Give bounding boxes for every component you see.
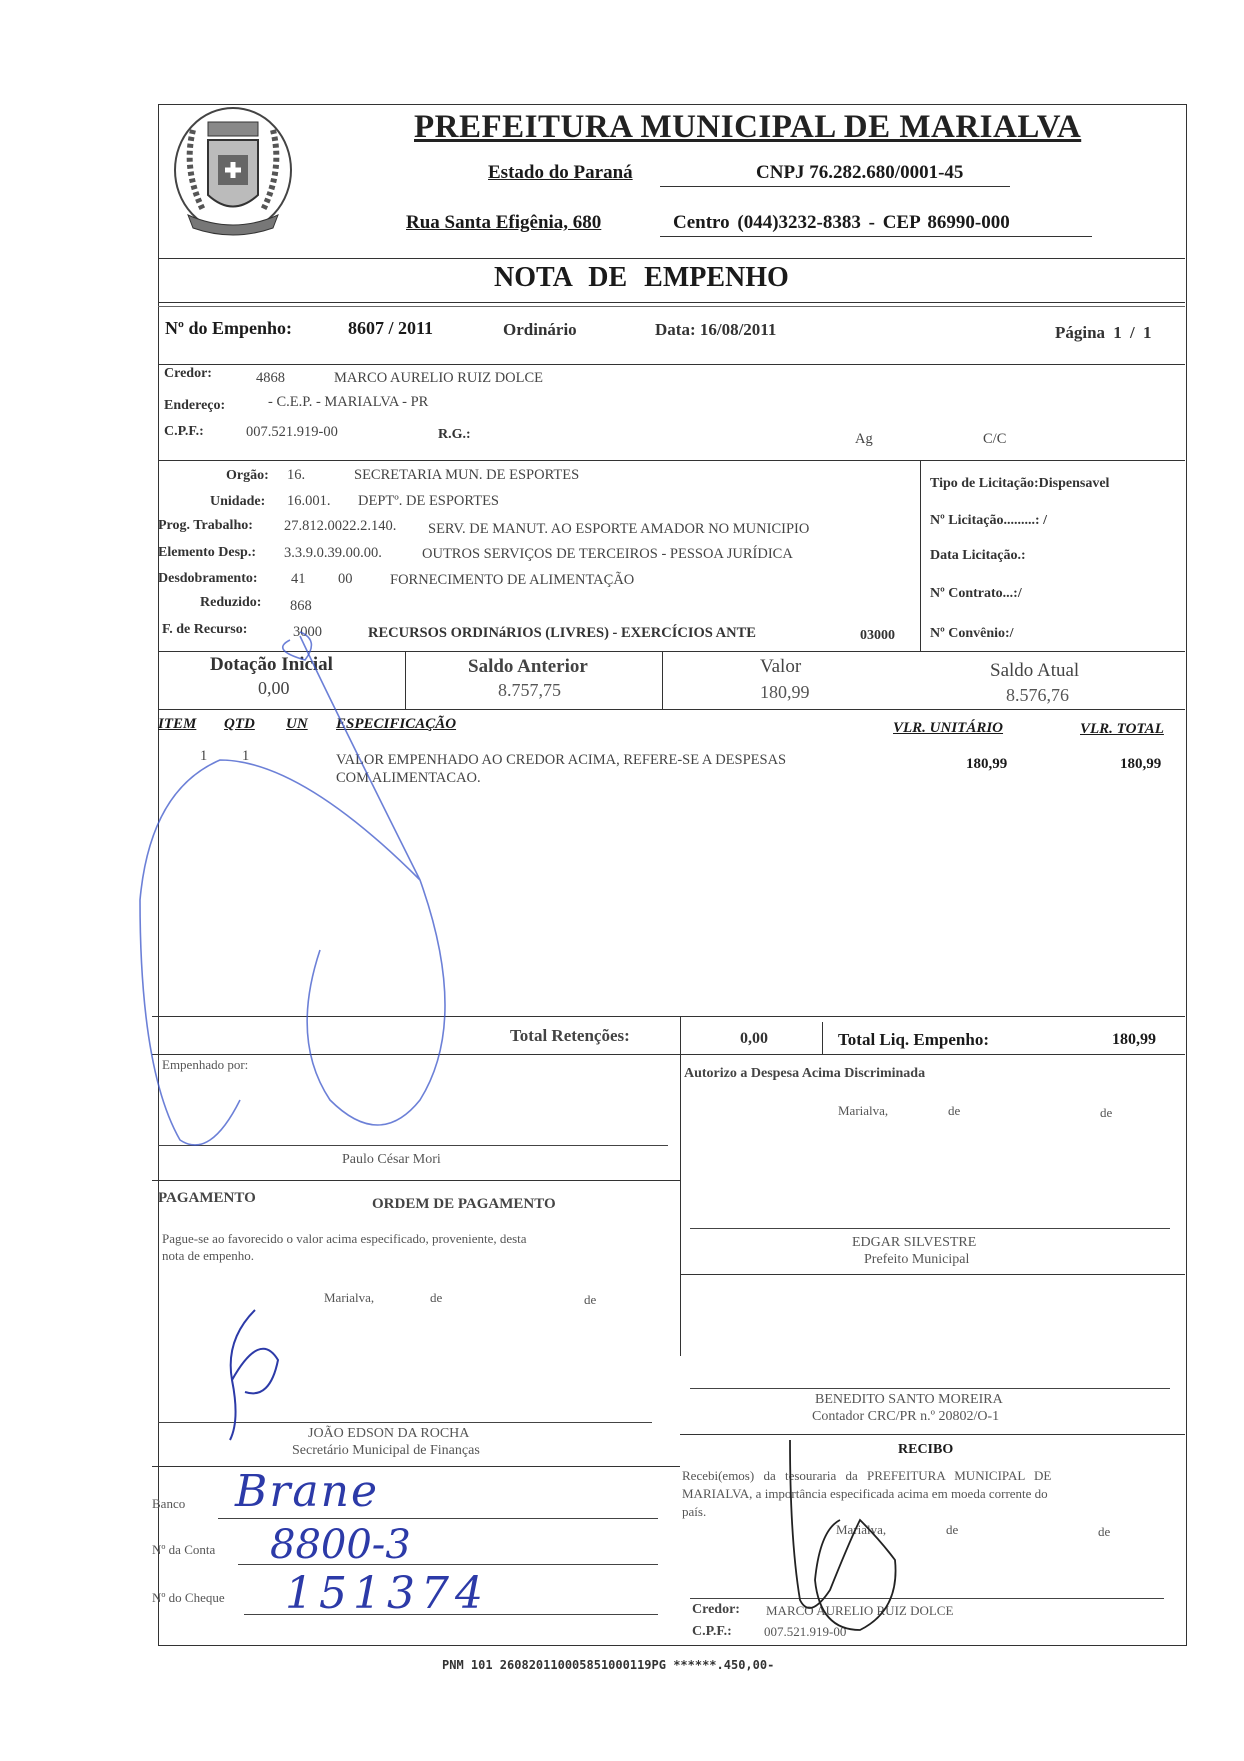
prefeito-cargo: Prefeito Municipal xyxy=(864,1252,970,1267)
reduzido-value: 868 xyxy=(290,598,312,614)
recibo-credor-label: Credor: xyxy=(692,1602,740,1617)
pagamento-local: Marialva, xyxy=(324,1290,375,1305)
total-retencoes-value: 0,00 xyxy=(740,1030,768,1047)
rg-label: R.G.: xyxy=(438,427,471,442)
orgao-value: SECRETARIA MUN. DE ESPORTES xyxy=(354,467,580,483)
recibo-texto-2: MARIALVA, a importância especificada acima em moeda corrente do xyxy=(682,1486,1048,1501)
col-vlr-total: VLR. TOTAL xyxy=(1080,721,1164,737)
saldo-atual-label: Saldo Atual xyxy=(990,660,1080,681)
page-number: Página 1 / 1 xyxy=(1055,323,1152,342)
ag-label: Ag xyxy=(855,431,873,447)
recurso-value: RECURSOS ORDINáRIOS (LIVRES) - EXERCÍCIOS ANTE xyxy=(368,625,756,641)
recibo-de-2: de xyxy=(1098,1524,1111,1539)
cc-label: C/C xyxy=(983,431,1007,447)
prog-code: 27.812.0022.2.140. xyxy=(284,518,397,534)
empenho-number: 8607 / 2011 xyxy=(348,318,434,338)
unidade-value: DEPTº. DE ESPORTES xyxy=(358,493,499,509)
credor-label: Credor: xyxy=(164,366,212,381)
elemento-value: OUTROS SERVIÇOS DE TERCEIROS - PESSOA JURÍDICA xyxy=(422,546,793,562)
state-label: Estado do Paraná xyxy=(488,162,633,183)
col-qtd: QTD xyxy=(224,716,255,732)
pagamento-de-1: de xyxy=(430,1290,443,1305)
item-row-qtd: 1 xyxy=(242,748,250,764)
recurso-code-2: 03000 xyxy=(860,628,895,643)
dotacao-inicial-label: Dotação Inicial xyxy=(210,654,333,675)
valor-value: 180,99 xyxy=(760,682,810,702)
total-liquido-label: Total Liq. Empenho: xyxy=(838,1030,989,1049)
recibo-cpf-value: 007.521.919-00 xyxy=(764,1624,847,1639)
pagamento-label: PAGAMENTO xyxy=(158,1190,256,1206)
reduzido-label: Reduzido: xyxy=(200,595,262,610)
cpf-label: C.P.F.: xyxy=(164,424,204,439)
unidade-code: 16.001. xyxy=(287,493,331,509)
item-row-item: 1 xyxy=(200,748,208,764)
item-row-total: 180,99 xyxy=(1120,756,1162,772)
autorizo-de-2: de xyxy=(1100,1105,1113,1120)
endereco-label: Endereço: xyxy=(164,398,226,413)
empenhado-nome: Paulo César Mori xyxy=(342,1152,441,1167)
district-phone-cep: Centro (044)3232-8383 - CEP 86990-000 xyxy=(673,212,1010,233)
empenho-date: Data: 16/08/2011 xyxy=(655,320,777,339)
coat-of-arms-icon xyxy=(163,100,303,240)
total-retencoes-label: Total Retenções: xyxy=(510,1026,630,1045)
empenho-type: Ordinário xyxy=(503,320,577,339)
col-item: ITEM xyxy=(158,716,197,732)
handwritten-conta: 8800-3 xyxy=(270,1522,411,1568)
cheque-label: Nº do Cheque xyxy=(152,1590,225,1605)
secretario-nome: JOÃO EDSON DA ROCHA xyxy=(308,1426,470,1441)
autorizo-local: Marialva, xyxy=(838,1103,889,1118)
saldo-anterior-value: 8.757,75 xyxy=(498,680,561,700)
pagamento-de-2: de xyxy=(584,1292,597,1307)
cnpj-label: CNPJ 76.282.680/0001-45 xyxy=(756,162,964,183)
recurso-code: 3000 xyxy=(293,624,322,640)
valor-label: Valor xyxy=(760,656,802,677)
pagamento-texto-2: nota de empenho. xyxy=(162,1248,255,1263)
recibo-de-1: de xyxy=(946,1522,959,1537)
recibo-label: RECIBO xyxy=(898,1442,954,1457)
licitacao-data: Data Licitação.: xyxy=(930,548,1026,563)
credor-code: 4868 xyxy=(256,370,285,386)
cpf-value: 007.521.919-00 xyxy=(246,424,338,440)
autorizo-de-1: de xyxy=(948,1103,961,1118)
doc-title: NOTA DE EMPENHO xyxy=(494,262,789,293)
prefeito-nome: EDGAR SILVESTRE xyxy=(852,1235,977,1250)
address-label: Rua Santa Efigênia, 680 xyxy=(406,212,602,233)
contador-nome: BENEDITO SANTO MOREIRA xyxy=(815,1392,1003,1407)
page-title: PREFEITURA MUNICIPAL DE MARIALVA xyxy=(414,109,1082,145)
credor-name: MARCO AURELIO RUIZ DOLCE xyxy=(334,370,544,386)
recibo-texto-1: Recebi(emos) da tesouraria da PREFEITURA MUNICIPAL DE xyxy=(682,1468,1052,1483)
total-liquido-value: 180,99 xyxy=(1112,1031,1156,1048)
recurso-label: F. de Recurso: xyxy=(162,622,248,637)
orgao-code: 16. xyxy=(287,467,306,483)
header-divider xyxy=(158,258,1185,259)
licitacao-tipo: Tipo de Licitação:Dispensavel xyxy=(930,476,1110,491)
unidade-label: Unidade: xyxy=(210,494,266,509)
recibo-texto-3: país. xyxy=(682,1504,707,1519)
handwritten-cheque: 151374 xyxy=(285,1568,489,1619)
empenhado-label: Empenhado por: xyxy=(162,1057,249,1072)
handwritten-banco: Brane xyxy=(235,1466,379,1517)
item-row-unitario: 180,99 xyxy=(966,756,1008,772)
saldo-atual-value: 8.576,76 xyxy=(1006,685,1069,705)
col-vlr-unitario: VLR. UNITÁRIO xyxy=(893,720,1004,736)
col-un: UN xyxy=(286,716,308,732)
secretario-cargo: Secretário Municipal de Finanças xyxy=(292,1443,480,1458)
recibo-credor-nome: MARCO AURELIO RUIZ DOLCE xyxy=(766,1603,954,1618)
footer-code: PNM 101 260820110005851000119PG ******.450,00- xyxy=(442,1658,775,1672)
dotacao-inicial-value: 0,00 xyxy=(258,678,290,698)
endereco-value: - C.E.P. - MARIALVA - PR xyxy=(268,394,429,410)
convenio-numero: Nº Convênio:/ xyxy=(930,626,1014,641)
col-especificacao: ESPECIFICAÇÃO xyxy=(336,716,457,732)
licitacao-numero: Nº Licitação.........: / xyxy=(930,513,1047,528)
desdobramento-label: Desdobramento: xyxy=(158,571,258,586)
item-row-espec-1: VALOR EMPENHADO AO CREDOR ACIMA, REFERE-SE A DESPESAS xyxy=(336,752,787,768)
elemento-code: 3.3.9.0.39.00.00. xyxy=(284,545,382,561)
contador-cargo: Contador CRC/PR n.º 20802/O-1 xyxy=(812,1409,1000,1424)
prog-label: Prog. Trabalho: xyxy=(158,518,253,533)
recibo-local: Marialva, xyxy=(836,1522,887,1537)
ordem-pagamento-label: ORDEM DE PAGAMENTO xyxy=(372,1196,556,1212)
banco-label: Banco xyxy=(152,1496,186,1511)
orgao-label: Orgão: xyxy=(226,468,269,483)
autorizo-label: Autorizo a Despesa Acima Discriminada xyxy=(684,1066,926,1081)
pagamento-texto-1: Pague-se ao favorecido o valor acima especificado, proveniente, desta xyxy=(162,1231,527,1246)
elemento-label: Elemento Desp.: xyxy=(158,545,256,560)
saldo-anterior-label: Saldo Anterior xyxy=(468,656,588,677)
item-row-espec-2: COM ALIMENTACAO. xyxy=(336,770,481,786)
desdobramento-code-2: 00 xyxy=(338,571,353,587)
recibo-cpf-label: C.P.F.: xyxy=(692,1624,732,1639)
empenho-number-label: Nº do Empenho: xyxy=(165,318,292,338)
prog-value: SERV. DE MANUT. AO ESPORTE AMADOR NO MUNICIPIO xyxy=(428,521,810,537)
conta-label: Nº da Conta xyxy=(152,1542,216,1557)
contrato-numero: Nº Contrato...:/ xyxy=(930,586,1022,601)
desdobramento-code-1: 41 xyxy=(291,571,306,587)
desdobramento-value: FORNECIMENTO DE ALIMENTAÇÃO xyxy=(390,572,635,588)
